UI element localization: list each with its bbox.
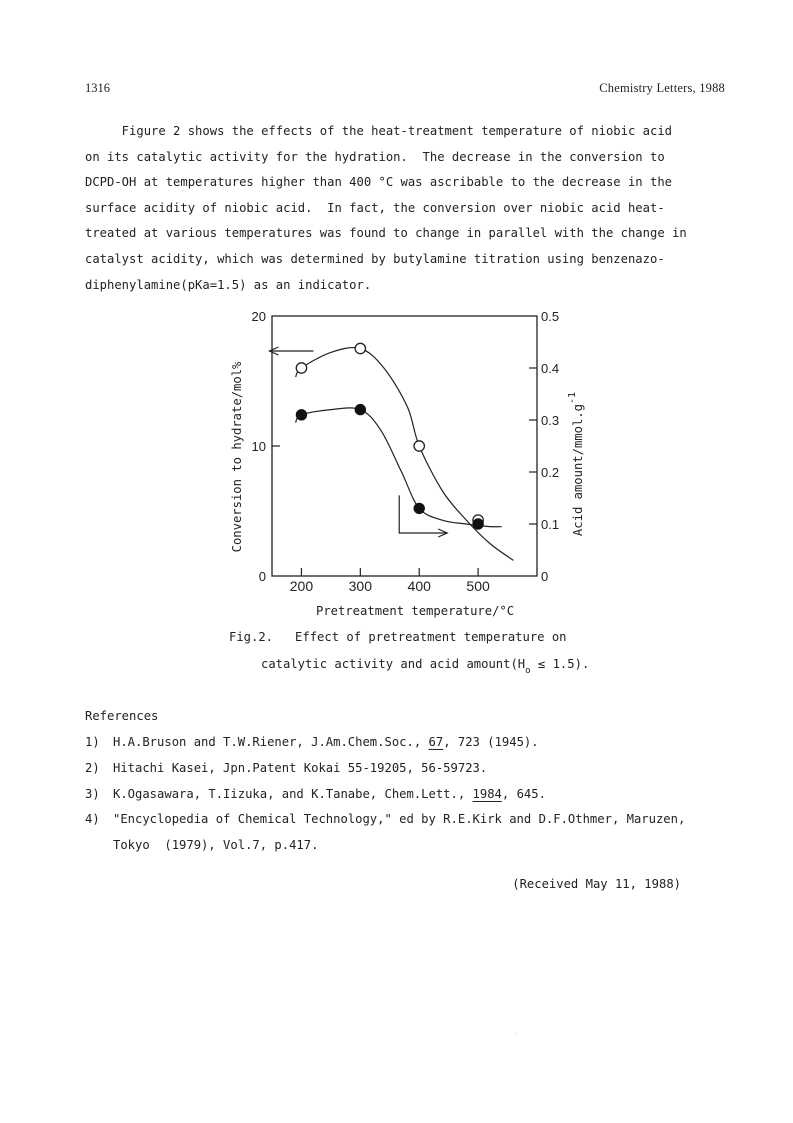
right-tick-label: 0.5 — [541, 309, 560, 324]
left-axis-label: Conversion to hydrate/mol% — [230, 361, 244, 553]
reference-text: "Encyclopedia of Chemical Technology," ed by R.E.Kirk and D.F.Othmer, Maruzen, — [113, 812, 686, 826]
paragraph-line: on its catalytic activity for the hydration. The decrease in the conversion to — [85, 149, 665, 164]
reference-1 — [85, 735, 539, 749]
figure-caption-line-1: Fig.2. Effect of pretreatment temperature on — [229, 630, 567, 644]
right-tick-label: 0.4 — [541, 361, 560, 376]
x-axis-label: Pretreatment temperature/°C — [316, 604, 515, 618]
page-number: 1316 — [85, 81, 110, 95]
reference-number: 4) — [85, 812, 100, 826]
right-tick-label: 0.3 — [541, 413, 560, 428]
left-tick-label: 20 — [251, 309, 266, 324]
x-tick-label: 400 — [407, 578, 431, 594]
chart — [0, 300, 793, 600]
reference-year: 1984 — [472, 787, 502, 801]
left-tick-label: 10 — [251, 439, 266, 454]
body-paragraph — [85, 119, 725, 298]
received-date: (Received May 11, 1988) — [512, 877, 681, 891]
reference-text: H.A.Bruson and T.W.Riener, J.Am.Chem.Soc., — [113, 735, 429, 749]
open-circle-point — [414, 441, 424, 451]
plot-frame — [272, 316, 537, 576]
references-heading: References — [85, 709, 159, 723]
paragraph-line: diphenylamine(pKa=1.5) as an indicator. — [85, 277, 372, 292]
filled-circle-point — [414, 503, 424, 513]
figure-2 — [0, 300, 793, 600]
open-circle-point — [296, 363, 306, 373]
scan-speck — [515, 1033, 516, 1034]
reference-volume: 67 — [428, 735, 444, 749]
reference-3 — [85, 787, 546, 801]
right-tick-label: 0 — [541, 569, 549, 584]
x-tick-label: 300 — [348, 578, 373, 594]
axis-labels — [230, 309, 585, 594]
caption-text: catalytic activity and acid amount(H — [261, 657, 526, 671]
acid-amount-curve — [296, 408, 502, 527]
reference-number: 2) — [85, 761, 100, 775]
x-tick-label: 500 — [466, 578, 490, 594]
paragraph-line: Figure 2 shows the effects of the heat-treatment temperature of niobic acid — [85, 124, 672, 138]
filled-circle-point — [355, 404, 365, 414]
data-markers — [296, 343, 483, 529]
axis-ticks — [272, 368, 537, 576]
caption-subscript: o — [525, 666, 531, 676]
right-axis-label: Acid amount/$mmol.g^{-1}$ — [567, 391, 585, 537]
paragraph-line: surface acidity of niobic acid. In fact, the conversion over niobic acid heat- — [85, 200, 665, 215]
left-tick-label: 0 — [258, 569, 266, 584]
right-arrow-shaft — [399, 495, 447, 533]
paragraph-line: treated at various temperatures was found to change in parallel with the change in — [85, 226, 687, 241]
reference-4 — [85, 812, 685, 826]
caption-text: ≤ 1.5). — [530, 657, 590, 671]
paragraph-line: catalyst acidity, which was determined by butylamine titration using benzenazo- — [85, 251, 665, 266]
reference-number: 3) — [85, 787, 100, 801]
reference-number: 1) — [85, 735, 100, 749]
reference-text: , 723 (1945). — [443, 735, 539, 749]
reference-text: , 645. — [501, 787, 546, 801]
reference-2 — [85, 761, 487, 775]
filled-circle-point — [296, 410, 306, 420]
reference-text: Hitachi Kasei, Jpn.Patent Kokai 55-19205, 56-59723. — [113, 761, 488, 775]
figure-caption-line-2 — [261, 657, 590, 676]
right-tick-label: 0.1 — [541, 517, 560, 532]
right-tick-label: 0.2 — [541, 465, 560, 480]
journal-name: Chemistry Letters, 1988 — [599, 81, 725, 95]
reference-4-continuation: Tokyo (1979), Vol.7, p.417. — [113, 838, 319, 852]
paragraph-line: DCPD-OH at temperatures higher than 400 °C was ascribable to the decrease in the — [85, 175, 672, 190]
filled-circle-point — [473, 519, 483, 529]
reference-text: K.Ogasawara, T.Iizuka, and K.Tanabe, Chem.Lett., — [113, 787, 473, 801]
open-circle-point — [355, 343, 365, 353]
x-tick-label: 200 — [289, 578, 314, 594]
